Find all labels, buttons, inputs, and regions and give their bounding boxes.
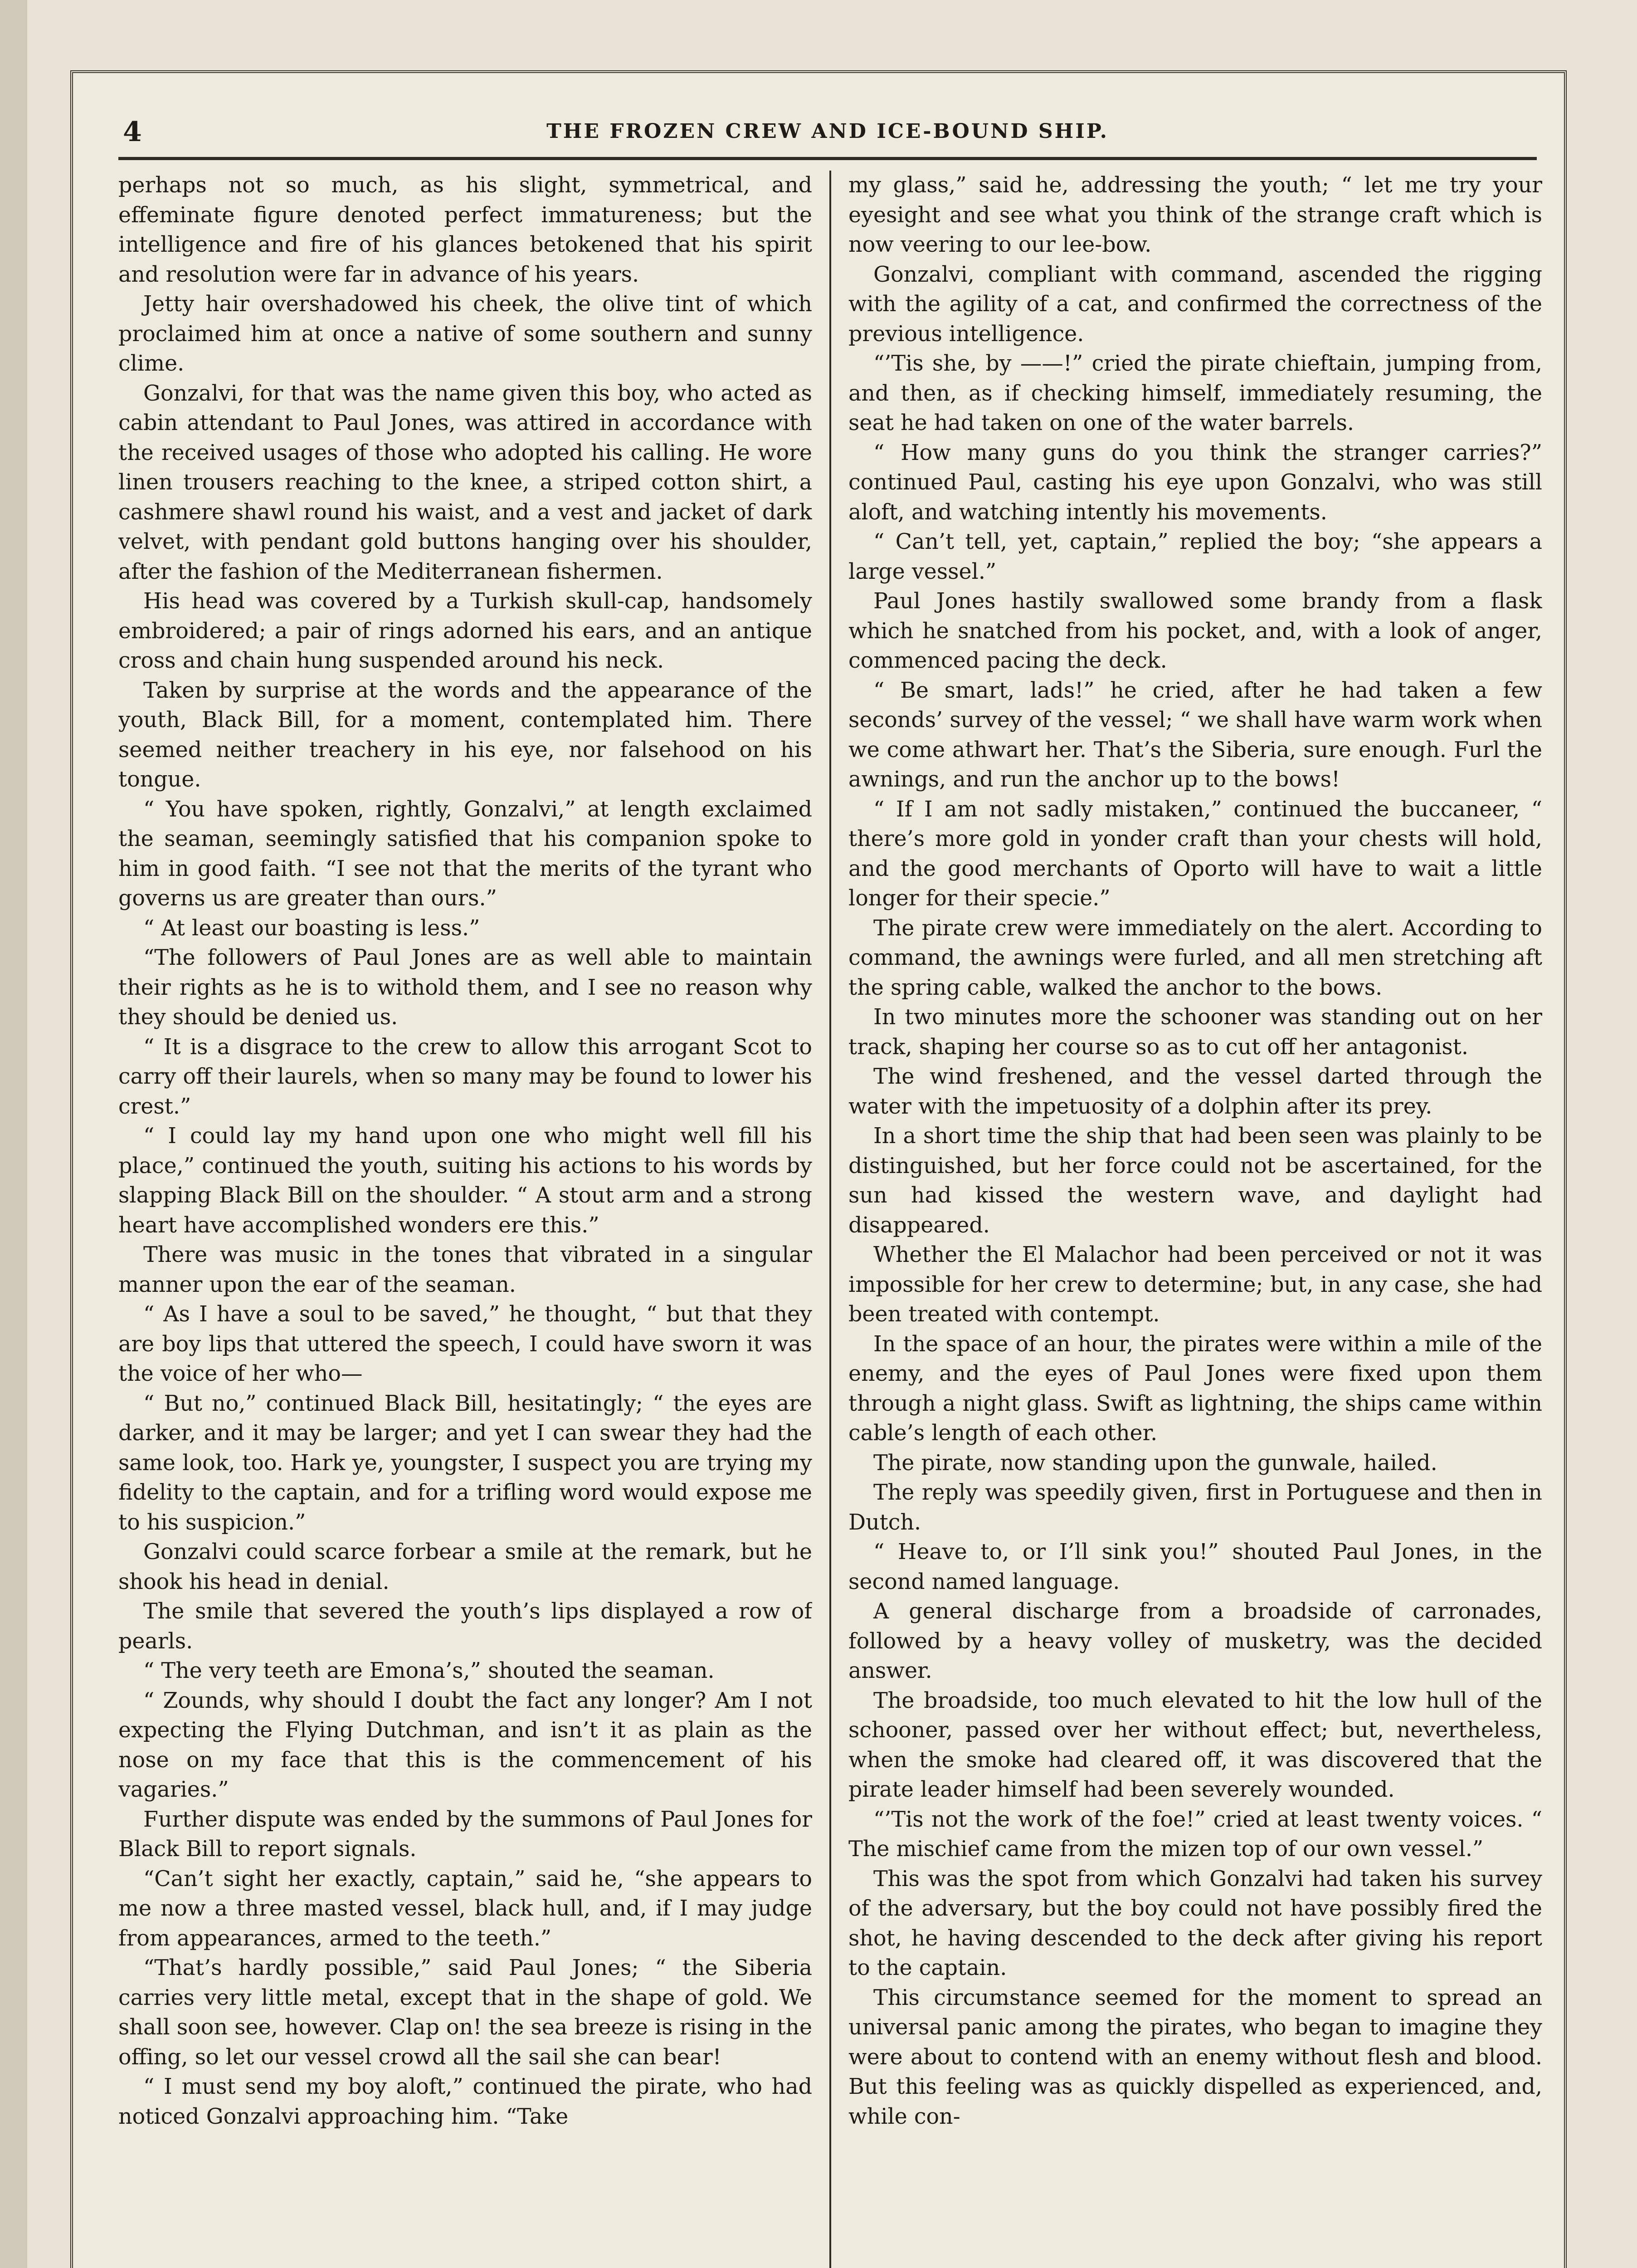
paragraph: The pirate crew were immediately on the alert. According to command, the awnings were furled, and all men stretching aft the spring cable, walked the anchor to the bows. [848, 915, 1542, 1000]
paragraph: “ If I am not sadly mistaken,” continued the buccaneer, “ there’s more gold in yonder craft than your chests will hold, and the good merchants of Oporto will have to wait a little longer for their specie.” [848, 797, 1542, 911]
paragraph: There was music in the tones that vibrated in a singular manner upon the ear of the seaman. [118, 1242, 812, 1297]
paragraph: “ It is a disgrace to the crew to allow this arrogant Scot to carry off their laurels, when so many may be found to lower his crest.” [118, 1034, 812, 1119]
right-column [848, 171, 1542, 2268]
paragraph: “Can’t sight her exactly, captain,” said he, “she appears to me now a three masted vessel, black hull, and, if I may judge from appearances, armed to the teeth.” [118, 1866, 812, 1951]
page-edge [0, 0, 27, 2268]
running-head: THE FROZEN CREW AND ICE-BOUND SHIP. [546, 120, 1109, 143]
paragraph: The pirate, now standing upon the gunwale, hailed. [873, 1450, 1437, 1476]
paragraph: “’Tis not the work of the foe!” cried at least twenty voices. “ The mischief came from the mizen top of our own vessel.” [848, 1807, 1542, 1862]
printed-page [70, 70, 1567, 2268]
paragraph: The wind freshened, and the vessel darted through the water with the impetuosity of a dolphin after its prey. [848, 1064, 1542, 1119]
paragraph: The broadside, too much elevated to hit the low hull of the schooner, passed over her without effect; but, nevertheless, when the smoke had cleared off, it was discovered that the pirate leader himself had been severely wounded. [848, 1688, 1542, 1802]
paragraph: The reply was speedily given, first in Portuguese and then in Dutch. [848, 1480, 1542, 1535]
paragraph: “ I could lay my hand upon one who might well fill his place,” continued the youth, suiting his actions to his words by slapping Black Bill on the shoulder. “ A stout arm and a strong heart have accomplished wonders ere this.” [118, 1124, 812, 1238]
paragraph: This was the spot from which Gonzalvi had taken his survey of the adversary, but the boy could not have possibly fired the shot, he having descended to the deck after giving his report to the captain. [848, 1866, 1542, 1980]
paragraph: “ Zounds, why should I doubt the fact any longer? Am I not expecting the Flying Dutchman, and isn’t it as plain as the nose on my face that this is the commencement of his vagaries.” [118, 1688, 812, 1802]
page-header [118, 116, 1537, 160]
paragraph: Gonzalvi, for that was the name given this boy, who acted as cabin attendant to Paul Jones, was attired in accordance with the received usages of those who adopted his calling. He wore linen trousers reaching to the knee, a striped cotton shirt, a cashmere shawl round his waist, and a vest and jacket of dark velvet, with pendant gold buttons hanging over his shoulder, after the fashion of the Mediterranean fishermen. [118, 381, 812, 584]
paragraph: In the space of an hour, the pirates were within a mile of the enemy, and the eyes of Paul Jones were fixed upon them through a night glass. Swift as lightning, the ships came within cable’s length of each other. [848, 1331, 1542, 1446]
paragraph: “ At least our boasting is less.” [143, 915, 480, 941]
page-number: 4 [123, 116, 142, 148]
paragraph: “ But no,” continued Black Bill, hesitatingly; “ the eyes are darker, and it may be larger; and yet I can swear they had the same look, too. Hark ye, youngster, I suspect you are trying my fidelity to the captain, and for a trifling word would expose me to his suspicion.” [118, 1391, 812, 1535]
paragraph: Paul Jones hastily swallowed some brandy from a flask which he snatched from his pocket, and, with a look of anger, commenced pacing the deck. [848, 589, 1542, 673]
paragraph: “The followers of Paul Jones are as well able to maintain their rights as he is to withold them, and I see no reason why they should be denied us. [118, 945, 812, 1030]
paragraph: In a short time the ship that had been seen was plainly to be distinguished, but her force could not be ascertained, for the sun had kissed the western wave, and daylight had disappeared. [848, 1124, 1542, 1238]
paragraph: The smile that severed the youth’s lips displayed a row of pearls. [118, 1599, 812, 1654]
paragraph: Gonzalvi, compliant with command, ascended the rigging with the agility of a cat, and confirmed the correctness of the previous intelligence. [848, 262, 1542, 347]
paragraph: “ You have spoken, rightly, Gonzalvi,” at length exclaimed the seaman, seemingly satisfied that his companion spoke to him in good faith. “I see not that the merits of the tyrant who governs us are greater than ours.” [118, 797, 812, 911]
left-column [118, 171, 812, 2268]
paragraph: Whether the El Malachor had been perceived or not it was impossible for her crew to determine; but, in any case, she had been treated with contempt. [848, 1242, 1542, 1327]
paragraph: Jetty hair overshadowed his cheek, the olive tint of which proclaimed him at once a native of some southern and sunny clime. [118, 292, 812, 376]
paragraph: “ How many guns do you think the stranger carries?” continued Paul, casting his eye upon Gonzalvi, who was still aloft, and watching intently his movements. [848, 440, 1542, 525]
paragraph: “ Can’t tell, yet, captain,” replied the boy; “she appears a large vessel.” [848, 529, 1542, 584]
text-columns [118, 171, 1542, 2268]
paragraph: “ Be smart, lads!” he cried, after he had taken a few seconds’ survey of the vessel; “ we shall have warm work when we come athwart her. That’s the Siberia, sure enough. Furl the awnings, and run the anchor up to the bows! [848, 678, 1542, 792]
paragraph: In two minutes more the schooner was standing out on her track, shaping her course so as to cut off her antagonist. [848, 1005, 1542, 1060]
paragraph: Gonzalvi could scarce forbear a smile at the remark, but he shook his head in denial. [118, 1540, 812, 1594]
paragraph: “That’s hardly possible,” said Paul Jones; “ the Siberia carries very little metal, except that in the shape of gold. We shall soon see, however. Clap on! the sea breeze is rising in the offing, so let our vessel crowd all the sail she can bear! [118, 1955, 812, 2070]
paragraph: This circumstance seemed for the moment to spread an universal panic among the pirates, who began to imagine they were about to contend with an enemy without flesh and blood. But this feeling was as quickly dispelled as experienced, and, while con- [848, 1985, 1542, 2129]
paragraph: Taken by surprise at the words and the appearance of the youth, Black Bill, for a moment, contemplated him. There seemed neither treachery in his eye, nor falsehood on his tongue. [118, 678, 812, 792]
paragraph: perhaps not so much, as his slight, symmetrical, and effeminate figure denoted perfect immatureness; but the intelligence and fire of his glances betokened that his spirit and resolution were far in advance of his years. [118, 173, 812, 287]
paragraph: “ The very teeth are Emona’s,” shouted the seaman. [143, 1658, 715, 1683]
column-divider [829, 171, 831, 2268]
paragraph: “ Heave to, or I’ll sink you!” shouted Paul Jones, in the second named language. [848, 1540, 1542, 1594]
paragraph: His head was covered by a Turkish skull-cap, handsomely embroidered; a pair of rings adorned his ears, and an antique cross and chain hung suspended around his neck. [118, 589, 812, 673]
paragraph: A general discharge from a broadside of carronades, followed by a heavy volley of musketry, was the decided answer. [848, 1599, 1542, 1683]
paragraph: “ I must send my boy aloft,” continued the pirate, who had noticed Gonzalvi approaching him. “Take [118, 2074, 812, 2129]
paragraph: “’Tis she, by ——!” cried the pirate chieftain, jumping from, and then, as if checking himself, immediately resuming, the seat he had taken on one of the water barrels. [848, 351, 1542, 435]
paragraph: “ As I have a soul to be saved,” he thought, “ but that they are boy lips that uttered the speech, I could have sworn it was the voice of her who— [118, 1302, 812, 1386]
paragraph: Further dispute was ended by the summons of Paul Jones for Black Bill to report signals. [118, 1807, 812, 1862]
paragraph: my glass,” said he, addressing the youth; “ let me try your eyesight and see what you think of the strange craft which is now veering to our lee-bow. [848, 173, 1542, 257]
